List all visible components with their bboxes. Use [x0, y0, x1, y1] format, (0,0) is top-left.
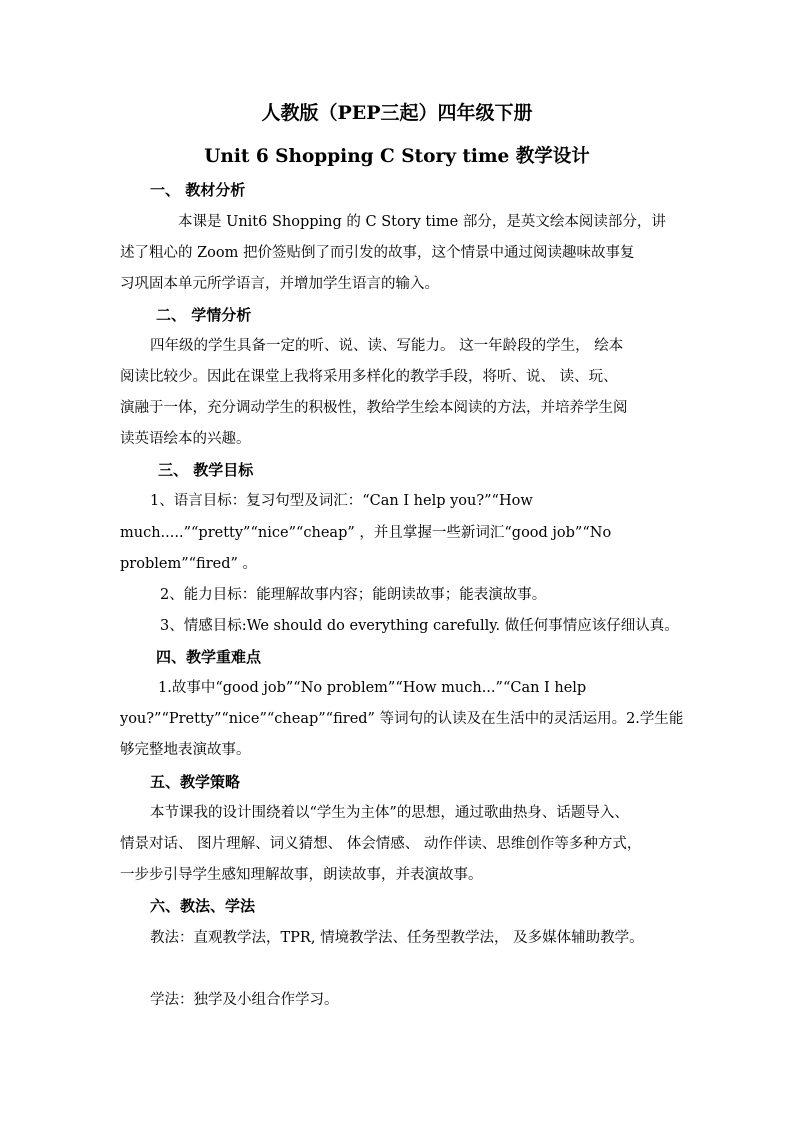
document-subtitle: Unit 6 Shopping C Story time 教学设计: [204, 146, 590, 167]
paragraph-line: 阅读比较少。因此在课堂上我将采用多样化的教学手段，将听、说、 读、玩、: [120, 369, 618, 385]
paragraph-line: 3、情感目标:We should do everything carefully. 做任何事情应该仔细认真。: [160, 618, 679, 634]
paragraph-line: 1.故事中“good job”“No problem”“How much...”“Can I help: [158, 680, 587, 696]
section-heading-methods: 六、教法、学法: [150, 897, 256, 915]
paragraph-line: 四年级的学生具备一定的听、说、读、写能力。 这一年龄段的学生， 绘本: [150, 338, 624, 354]
section-heading-strategy: 五、教学策略: [150, 773, 241, 791]
paragraph-line: 1、语言目标：复习句型及词汇：“Can I help you?”“How: [150, 493, 533, 509]
paragraph-line: 学法：独学及小组合作学习。: [150, 992, 339, 1008]
paragraph-line: problem”“fired” 。: [120, 556, 258, 572]
paragraph-line: 本节课我的设计围绕着以“学生为主体”的思想，通过歌曲热身、话题导入、: [150, 805, 629, 821]
section-heading-students: 二、 学情分析: [156, 306, 252, 324]
section-heading-key-points: 四、教学重难点: [156, 648, 262, 666]
paragraph-line: 够完整地表演故事。: [120, 742, 251, 758]
paragraph-line: 本课是 Unit6 Shopping 的 C Story time 部分，是英文绘本阅读部分，讲: [178, 214, 666, 230]
section-heading-objectives: 三、 教学目标: [158, 461, 254, 479]
paragraph-line: much.....”“pretty”“nice”“cheap” ，并且掌握一些新词汇“good job”“No: [120, 525, 612, 541]
paragraph-line: you?”“Pretty”“nice”“cheap”“fired” 等词句的认读及在生活中的灵活运用。2.学生能: [120, 711, 684, 727]
paragraph-line: 习巩固本单元所学语言，并增加学生语言的输入。: [120, 276, 439, 292]
paragraph-line: 情景对话、 图片理解、词义猜想、 体会情感、 动作伴读、思维创作等多种方式，: [120, 836, 642, 852]
paragraph-line: 演融于一体，充分调动学生的积极性，教给学生绘本阅读的方法，并培养学生阅: [120, 400, 628, 416]
paragraph-line: 读英语绘本的兴趣。: [120, 431, 251, 447]
section-heading-materials: 一、 教材分析: [150, 181, 246, 199]
document-title: 人教版（PEP三起）四年级下册: [261, 102, 533, 124]
paragraph-line: 2、能力目标：能理解故事内容；能朗读故事；能表演故事。: [160, 587, 547, 603]
paragraph-line: 一步步引导学生感知理解故事，朗读故事，并表演故事。: [120, 867, 483, 883]
paragraph-line: 教法：直观教学法，TPR, 情境教学法、任务型教学法， 及多媒体辅助教学。: [150, 930, 644, 946]
paragraph-line: 述了粗心的 Zoom 把价签贴倒了而引发的故事，这个情景中通过阅读趣味故事复: [120, 245, 635, 261]
